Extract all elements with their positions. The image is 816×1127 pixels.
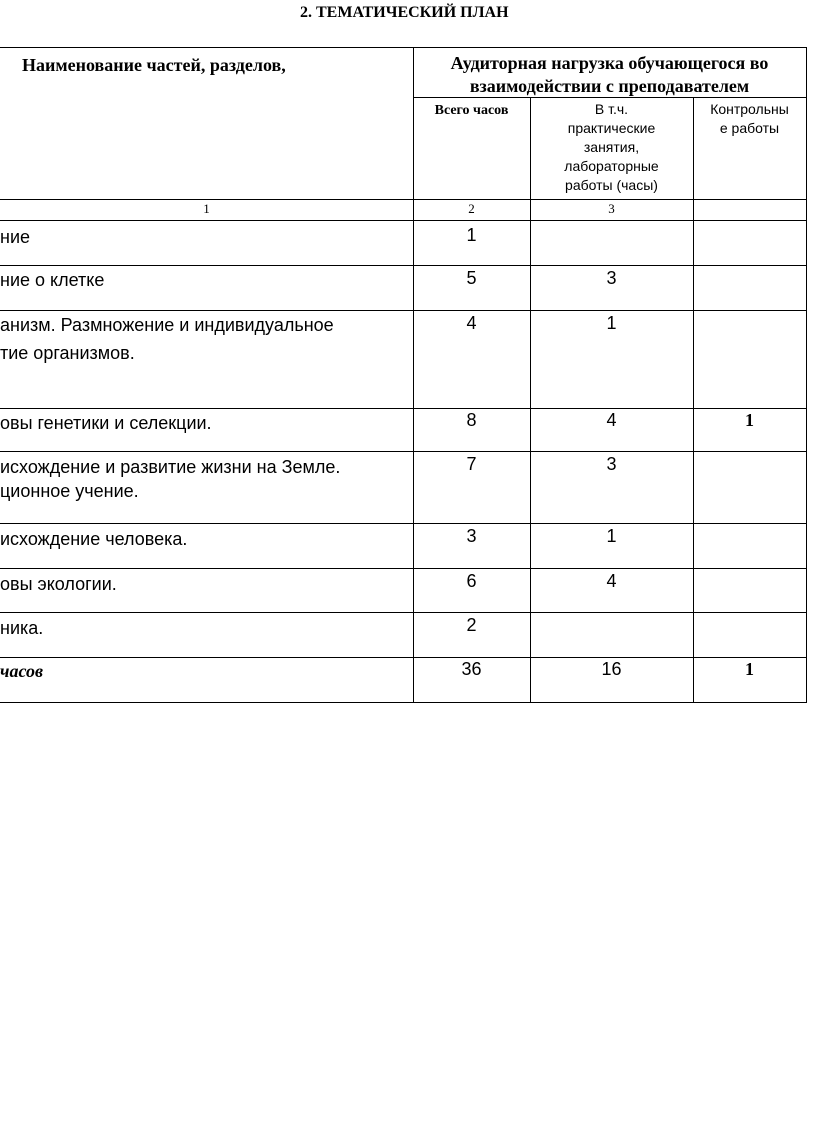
- header-practical: В т.ч. практические занятия, лабораторные работы (часы): [564, 101, 659, 193]
- row-practical: 3: [606, 454, 617, 474]
- col-number-2: 2: [468, 201, 475, 216]
- total-label: часов: [0, 661, 44, 681]
- row-practical: 4: [606, 410, 617, 430]
- row-border: [0, 568, 806, 569]
- header-name-column: Наименование частей, разделов,: [22, 55, 286, 75]
- header-bottom-border: [0, 199, 806, 200]
- row-border: [0, 657, 806, 658]
- header-load-line1: Аудиторная нагрузка обучающегося во: [450, 53, 769, 73]
- row-name: овы генетики и селекции.: [0, 413, 212, 433]
- col-divider: [413, 47, 414, 703]
- row-total: 7: [466, 454, 477, 474]
- row-total: 3: [466, 526, 477, 546]
- row-name: ние: [0, 227, 31, 247]
- row-border: [0, 451, 806, 452]
- header-total-hours: Всего часов: [434, 103, 509, 118]
- row-total: 2: [466, 615, 477, 635]
- row-name-cont: ционное учение.: [0, 481, 139, 501]
- row-name: анизм. Размножение и индивидуальное: [0, 315, 334, 335]
- row-practical: 1: [606, 526, 617, 546]
- row-total: 5: [466, 268, 477, 288]
- table-top-border: [0, 47, 806, 48]
- table-right-border: [806, 47, 807, 703]
- col-number-1: 1: [203, 201, 210, 216]
- row-border: [0, 408, 806, 409]
- subheader-divider: [413, 97, 806, 98]
- col-divider: [693, 97, 694, 703]
- total-practical: 16: [601, 659, 622, 679]
- row-total: 1: [466, 225, 477, 245]
- row-border: [0, 523, 806, 524]
- table-bottom-border: [0, 702, 806, 703]
- row-control: 1: [745, 410, 754, 430]
- total-hours: 36: [461, 659, 482, 679]
- row-name: ние о клетке: [0, 270, 105, 290]
- row-name: исхождение и развитие жизни на Земле.: [0, 457, 341, 477]
- header-control: Контрольны е работы: [710, 101, 789, 136]
- row-practical: 1: [606, 313, 617, 333]
- number-row-border: [0, 220, 806, 221]
- page-title: 2. ТЕМАТИЧЕСКИЙ ПЛАН: [300, 4, 509, 21]
- row-practical: 4: [606, 571, 617, 591]
- row-border: [0, 612, 806, 613]
- header-load-line2: взаимодействии с преподавателем: [469, 76, 750, 96]
- row-practical: 3: [606, 268, 617, 288]
- row-name: ника.: [0, 618, 44, 638]
- row-border: [0, 310, 806, 311]
- row-name: овы экологии.: [0, 574, 117, 594]
- total-control: 1: [745, 659, 754, 679]
- row-total: 4: [466, 313, 477, 333]
- col-number-3: 3: [608, 201, 615, 216]
- row-total: 6: [466, 571, 477, 591]
- row-name: исхождение человека.: [0, 529, 188, 549]
- row-border: [0, 265, 806, 266]
- row-name-cont: тие организмов.: [0, 343, 135, 363]
- row-total: 8: [466, 410, 477, 430]
